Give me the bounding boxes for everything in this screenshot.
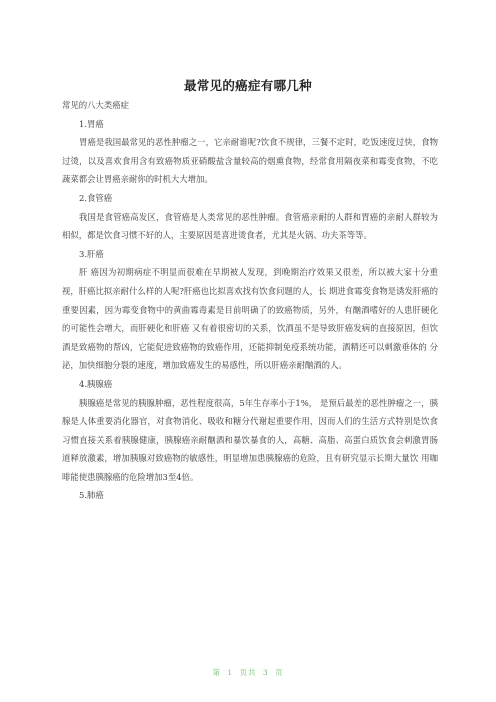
section-heading: 2.食管癌 (79, 192, 113, 203)
body-paragraph: 胃癌是我国最常见的恶性肿瘤之一，它亲耐谁呢?饮食不规律，三餐不定时，吃饭速度过快，食物过烫，以及喜欢食用含有致癌物质亚硝酸盐含量较高的烟熏食物，经常食用隔夜菜和霉变食物，不吃蔬菜都会让胃癌亲耐你的时机大大增加。 (62, 137, 438, 185)
body-paragraph: 胰腺癌是常见的胰腺肿瘤，恶性程度很高，5年生存率小于1%， 是预后最差的恶性肿瘤之一，胰腺是人体重要消化器官，对食物消化、吸收和糖分代谢起重要作用，因而人们的生活方式特别是饮食习惯直接关系着胰腺健康，胰腺癌亲耐酗酒和暴饮暴食的人，高糖、高脂、高蛋白质饮食会刺激胃肠道释放激素，增加胰腺对致癌物的敏感性，明显增加患胰腺癌的危险，且有研究显示长期大量饮 用咖啡能使患胰腺癌的危险增加3至4倍。 (62, 397, 438, 482)
paragraph-list (62, 115, 438, 505)
footer-middle: 页共 (239, 668, 257, 677)
footer-prefix: 第 (212, 668, 221, 677)
body-paragraph: 肝 癌因为初期病症不明显而很难在早期被人发现，到晚期治疗效果又很差，所以被大家十分重视，肝癌比拟亲耐什么样的人呢?肝癌也比拟喜欢找有饮食问题的人，长 期进食霉变食物是诱发肝癌的重要因素，因为霉变食物中的黄曲霉毒素是目前明确了的致癌物质，另外，有酗酒嗜好的人患肝硬化的可能性会增大，而肝硬化和肝癌 又有着很密切的关系，饮酒虽不是导致肝癌发病的直接原因，但饮酒是致癌物的帮凶，它能促进致癌物的致癌作用，还能抑制免疫系统功能，酒精还可以刺激垂体的 分泌，加快细胞分裂的速度，增加致癌发生的易感性，所以肝癌亲耐酗酒的人。 (62, 267, 438, 371)
section-subtitle: 常见的八大类癌症 (62, 100, 129, 110)
section-heading: 3.肝癌 (79, 248, 104, 259)
section-heading: 5.肺癌 (79, 490, 104, 501)
body-paragraph: 我国是食管癌高发区，食管癌是人类常见的恶性肿瘤。食管癌亲耐的人群和胃癌的亲耐人群较为相似，都是饮食习惯不好的人，主要原因是喜进烫食者，尤其是火锅、功夫茶等等。 (62, 211, 438, 241)
section-heading: 1.胃癌 (79, 118, 104, 129)
footer-suffix: 页 (275, 668, 284, 677)
page-title: 最常见的癌症有哪几种 (183, 78, 312, 93)
footer-total-pages: 3 (262, 668, 269, 677)
document-body (62, 96, 438, 505)
footer-page-number: 1 (227, 668, 234, 677)
page-footer (0, 667, 496, 678)
section-heading: 4.胰腺癌 (79, 378, 113, 389)
